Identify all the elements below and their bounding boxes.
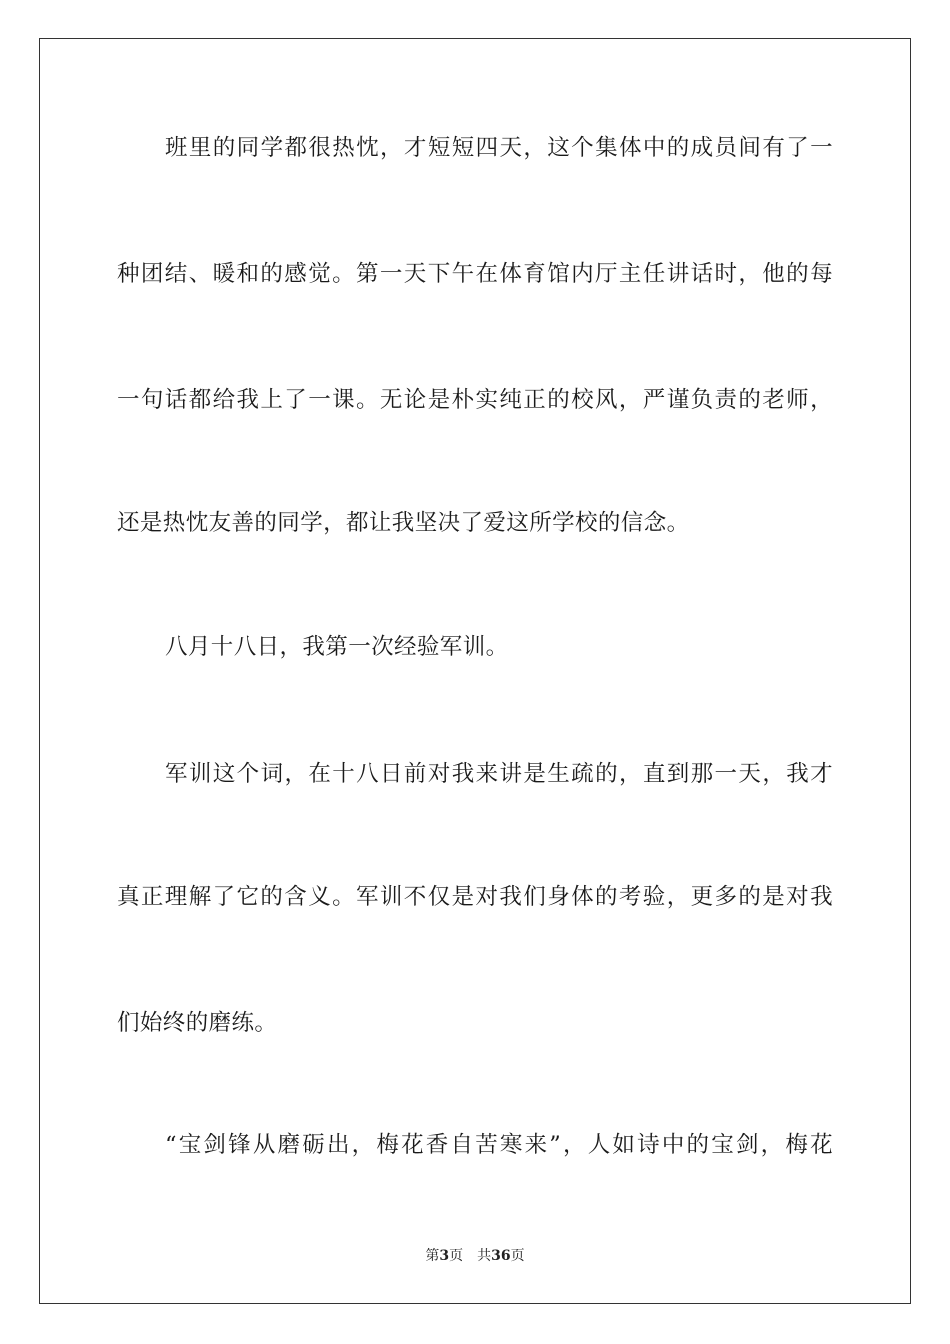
paragraph-line: 真正理解了它的含义。军训不仅是对我们身体的考验，更多的是对我 xyxy=(117,884,833,910)
page-number: 3 xyxy=(439,1248,450,1264)
page-frame xyxy=(39,38,911,1304)
total-pages: 36 xyxy=(491,1248,511,1264)
paragraph-line: 班里的同学都很热忱，才短短四天，这个集体中的成员间有了一 xyxy=(165,135,833,161)
paragraph-line: 们始终的磨练。 xyxy=(117,1010,278,1036)
total-prefix: 共 xyxy=(477,1248,492,1264)
paragraph-line: 八月十八日，我第一次经验军训。 xyxy=(165,634,509,660)
paragraph-line: 还是热忱友善的同学，都让我坚决了爱这所学校的信念。 xyxy=(117,510,690,536)
paragraph-line: 种团结、暖和的感觉。第一天下午在体育馆内厅主任讲话时，他的每 xyxy=(117,261,833,287)
paragraph-line: 一句话都给我上了一课。无论是朴实纯正的校风，严谨负责的老师， xyxy=(117,387,833,413)
page-unit: 页 xyxy=(449,1248,464,1264)
total-unit: 页 xyxy=(510,1248,525,1264)
paragraph-line: 军训这个词，在十八日前对我来讲是生疏的，直到那一天，我才 xyxy=(165,761,833,787)
page-footer xyxy=(0,1246,950,1266)
paragraph-line: “宝剑锋从磨砺出，梅花香自苦寒来”，人如诗中的宝剑，梅花 xyxy=(165,1132,833,1158)
page-prefix: 第 xyxy=(425,1248,440,1264)
